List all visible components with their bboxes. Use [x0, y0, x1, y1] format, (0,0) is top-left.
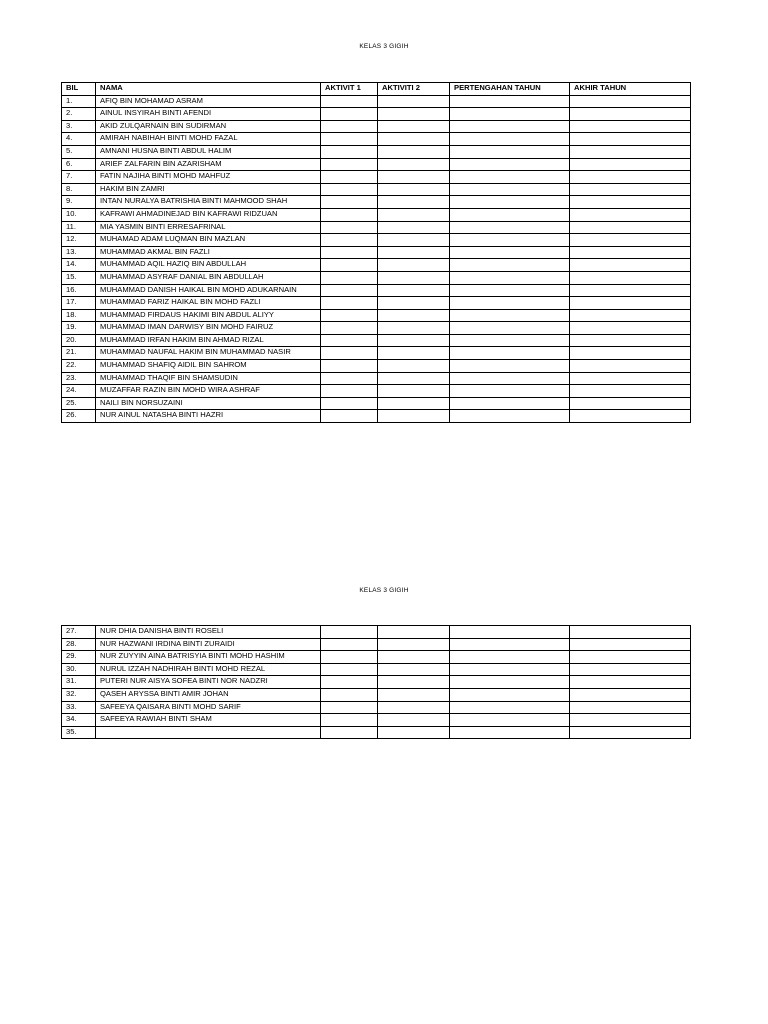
cell-nama: NUR DHIA DANISHA BINTI ROSELI	[96, 626, 321, 639]
cell-nama: MUHAMMAD ASYRAF DANIAL BIN ABDULLAH	[96, 271, 321, 284]
cell-aktiviti-1	[321, 397, 378, 410]
table-row	[62, 259, 691, 272]
cell-aktiviti-1	[321, 246, 378, 259]
cell-pertengahan-tahun	[450, 120, 570, 133]
cell-akhir-tahun	[570, 284, 691, 297]
cell-bil: 12.	[62, 234, 96, 247]
cell-aktiviti-1	[321, 196, 378, 209]
cell-nama: MUHAMMAD AKMAL BIN FAZLI	[96, 246, 321, 259]
cell-nama: AINUL INSYIRAH BINTI AFENDI	[96, 108, 321, 121]
cell-bil: 7.	[62, 171, 96, 184]
cell-bil: 18.	[62, 309, 96, 322]
cell-bil: 2.	[62, 108, 96, 121]
cell-akhir-tahun	[570, 95, 691, 108]
table-row	[62, 638, 691, 651]
table-row	[62, 651, 691, 664]
cell-aktiviti-2	[378, 234, 450, 247]
cell-pertengahan-tahun	[450, 676, 570, 689]
cell-akhir-tahun	[570, 297, 691, 310]
cell-aktiviti-1	[321, 271, 378, 284]
cell-aktiviti-2	[378, 208, 450, 221]
cell-pertengahan-tahun	[450, 133, 570, 146]
roster-body-1	[62, 95, 691, 422]
roster-body-2	[62, 626, 691, 739]
table-row	[62, 663, 691, 676]
header-pertengahan-tahun: PERTENGAHAN TAHUN	[450, 83, 570, 96]
cell-akhir-tahun	[570, 385, 691, 398]
cell-pertengahan-tahun	[450, 259, 570, 272]
cell-bil: 34.	[62, 714, 96, 727]
table-header-row	[62, 83, 691, 96]
header-aktiviti-1: AKTIVIT 1	[321, 83, 378, 96]
table-row	[62, 726, 691, 739]
table-row	[62, 284, 691, 297]
table-row	[62, 309, 691, 322]
cell-pertengahan-tahun	[450, 638, 570, 651]
cell-nama: AMNANI HUSNA BINTI ABDUL HALIM	[96, 145, 321, 158]
cell-nama: SAFEEYA RAWIAH BINTI SHAM	[96, 714, 321, 727]
cell-bil: 23.	[62, 372, 96, 385]
cell-aktiviti-1	[321, 714, 378, 727]
cell-nama: SAFEEYA QAISARA BINTI MOHD SARIF	[96, 701, 321, 714]
cell-nama: MUHAMMAD FARIZ HAIKAL BIN MOHD FAZLI	[96, 297, 321, 310]
cell-nama: MUHAMMAD SHAFIQ AIDIL BIN SAHROM	[96, 360, 321, 373]
cell-nama: MIA YASMIN BINTI ERRESAFRINAL	[96, 221, 321, 234]
cell-aktiviti-2	[378, 133, 450, 146]
cell-pertengahan-tahun	[450, 108, 570, 121]
table-row	[62, 234, 691, 247]
table-row	[62, 171, 691, 184]
class-roster-table-1	[61, 82, 691, 423]
cell-pertengahan-tahun	[450, 701, 570, 714]
cell-aktiviti-1	[321, 309, 378, 322]
cell-aktiviti-1	[321, 410, 378, 423]
cell-aktiviti-1	[321, 120, 378, 133]
cell-pertengahan-tahun	[450, 385, 570, 398]
cell-akhir-tahun	[570, 347, 691, 360]
table-row	[62, 221, 691, 234]
cell-akhir-tahun	[570, 663, 691, 676]
cell-aktiviti-2	[378, 714, 450, 727]
cell-bil: 35.	[62, 726, 96, 739]
cell-nama: NUR ZUYYIN AINA BATRISYIA BINTI MOHD HASHIM	[96, 651, 321, 664]
cell-akhir-tahun	[570, 322, 691, 335]
cell-pertengahan-tahun	[450, 397, 570, 410]
cell-akhir-tahun	[570, 397, 691, 410]
cell-aktiviti-2	[378, 322, 450, 335]
table-row	[62, 133, 691, 146]
cell-aktiviti-1	[321, 347, 378, 360]
cell-aktiviti-1	[321, 234, 378, 247]
cell-akhir-tahun	[570, 208, 691, 221]
cell-aktiviti-1	[321, 651, 378, 664]
cell-pertengahan-tahun	[450, 145, 570, 158]
cell-pertengahan-tahun	[450, 726, 570, 739]
cell-akhir-tahun	[570, 701, 691, 714]
header-aktiviti-2: AKTIVITI 2	[378, 83, 450, 96]
cell-aktiviti-2	[378, 347, 450, 360]
section-2-title: KELAS 3 GIGIH	[359, 587, 409, 594]
cell-akhir-tahun	[570, 145, 691, 158]
cell-bil: 4.	[62, 133, 96, 146]
header-nama: NAMA	[96, 83, 321, 96]
table-row	[62, 714, 691, 727]
cell-aktiviti-2	[378, 651, 450, 664]
table-row	[62, 410, 691, 423]
cell-aktiviti-2	[378, 246, 450, 259]
cell-akhir-tahun	[570, 334, 691, 347]
cell-aktiviti-1	[321, 322, 378, 335]
cell-nama	[96, 726, 321, 739]
cell-nama: AKID ZULQARNAIN BIN SUDIRMAN	[96, 120, 321, 133]
cell-aktiviti-1	[321, 360, 378, 373]
cell-bil: 14.	[62, 259, 96, 272]
cell-pertengahan-tahun	[450, 663, 570, 676]
section-1-title: KELAS 3 GIGIH	[359, 43, 409, 50]
cell-akhir-tahun	[570, 688, 691, 701]
cell-aktiviti-1	[321, 108, 378, 121]
cell-aktiviti-1	[321, 145, 378, 158]
table-row	[62, 397, 691, 410]
cell-nama: MUHAMMAD THAQIF BIN SHAMSUDIN	[96, 372, 321, 385]
cell-pertengahan-tahun	[450, 372, 570, 385]
cell-aktiviti-2	[378, 271, 450, 284]
cell-bil: 30.	[62, 663, 96, 676]
cell-aktiviti-1	[321, 133, 378, 146]
cell-aktiviti-2	[378, 171, 450, 184]
table-row	[62, 372, 691, 385]
cell-nama: INTAN NURALYA BATRISHIA BINTI MAHMOOD SHAH	[96, 196, 321, 209]
table-row	[62, 145, 691, 158]
cell-pertengahan-tahun	[450, 309, 570, 322]
cell-aktiviti-2	[378, 360, 450, 373]
cell-aktiviti-2	[378, 95, 450, 108]
cell-aktiviti-2	[378, 701, 450, 714]
cell-bil: 20.	[62, 334, 96, 347]
cell-bil: 22.	[62, 360, 96, 373]
cell-akhir-tahun	[570, 234, 691, 247]
cell-aktiviti-1	[321, 638, 378, 651]
header-bil: BIL	[62, 83, 96, 96]
cell-aktiviti-2	[378, 676, 450, 689]
cell-aktiviti-2	[378, 145, 450, 158]
table-row	[62, 360, 691, 373]
table-row	[62, 297, 691, 310]
table-row	[62, 688, 691, 701]
cell-bil: 9.	[62, 196, 96, 209]
cell-nama: PUTERI NUR AISYA SOFEA BINTI NOR NADZRI	[96, 676, 321, 689]
cell-aktiviti-1	[321, 726, 378, 739]
cell-pertengahan-tahun	[450, 221, 570, 234]
cell-aktiviti-2	[378, 688, 450, 701]
table-row	[62, 183, 691, 196]
cell-bil: 27.	[62, 626, 96, 639]
cell-nama: QASEH ARYSSA BINTI AMIR JOHAN	[96, 688, 321, 701]
cell-pertengahan-tahun	[450, 714, 570, 727]
table-row	[62, 322, 691, 335]
cell-pertengahan-tahun	[450, 284, 570, 297]
cell-nama: FATIN NAJIHA BINTI MOHD MAHFUZ	[96, 171, 321, 184]
cell-aktiviti-2	[378, 183, 450, 196]
table-row	[62, 95, 691, 108]
cell-akhir-tahun	[570, 221, 691, 234]
cell-bil: 29.	[62, 651, 96, 664]
cell-nama: MUHAMMAD IRFAN HAKIM BIN AHMAD RIZAL	[96, 334, 321, 347]
cell-aktiviti-1	[321, 334, 378, 347]
cell-pertengahan-tahun	[450, 158, 570, 171]
cell-akhir-tahun	[570, 309, 691, 322]
cell-akhir-tahun	[570, 360, 691, 373]
cell-pertengahan-tahun	[450, 208, 570, 221]
cell-pertengahan-tahun	[450, 651, 570, 664]
cell-aktiviti-1	[321, 171, 378, 184]
cell-bil: 13.	[62, 246, 96, 259]
cell-akhir-tahun	[570, 133, 691, 146]
cell-pertengahan-tahun	[450, 171, 570, 184]
class-roster-table-2	[61, 625, 691, 739]
table-row	[62, 208, 691, 221]
cell-aktiviti-2	[378, 372, 450, 385]
cell-nama: KAFRAWI AHMADINEJAD BIN KAFRAWI RIDZUAN	[96, 208, 321, 221]
cell-bil: 1.	[62, 95, 96, 108]
cell-aktiviti-2	[378, 309, 450, 322]
cell-bil: 3.	[62, 120, 96, 133]
cell-pertengahan-tahun	[450, 95, 570, 108]
cell-pertengahan-tahun	[450, 246, 570, 259]
cell-pertengahan-tahun	[450, 688, 570, 701]
cell-pertengahan-tahun	[450, 334, 570, 347]
cell-aktiviti-2	[378, 663, 450, 676]
cell-bil: 25.	[62, 397, 96, 410]
cell-akhir-tahun	[570, 120, 691, 133]
cell-bil: 28.	[62, 638, 96, 651]
cell-aktiviti-2	[378, 385, 450, 398]
cell-bil: 6.	[62, 158, 96, 171]
cell-aktiviti-2	[378, 221, 450, 234]
cell-bil: 5.	[62, 145, 96, 158]
cell-akhir-tahun	[570, 410, 691, 423]
cell-akhir-tahun	[570, 676, 691, 689]
cell-aktiviti-1	[321, 297, 378, 310]
cell-aktiviti-2	[378, 120, 450, 133]
table-row	[62, 347, 691, 360]
cell-aktiviti-1	[321, 372, 378, 385]
cell-aktiviti-1	[321, 183, 378, 196]
cell-nama: NUR AINUL NATASHA BINTI HAZRI	[96, 410, 321, 423]
table-row	[62, 246, 691, 259]
cell-akhir-tahun	[570, 171, 691, 184]
cell-aktiviti-1	[321, 663, 378, 676]
table-row	[62, 676, 691, 689]
cell-nama: NUR HAZWANI IRDINA BINTI ZURAIDI	[96, 638, 321, 651]
cell-pertengahan-tahun	[450, 183, 570, 196]
cell-aktiviti-1	[321, 676, 378, 689]
table-row	[62, 334, 691, 347]
cell-aktiviti-2	[378, 626, 450, 639]
cell-akhir-tahun	[570, 726, 691, 739]
cell-nama: MUZAFFAR RAZIN BIN MOHD WIRA ASHRAF	[96, 385, 321, 398]
table-row	[62, 701, 691, 714]
cell-aktiviti-2	[378, 284, 450, 297]
cell-akhir-tahun	[570, 372, 691, 385]
cell-bil: 21.	[62, 347, 96, 360]
cell-aktiviti-2	[378, 334, 450, 347]
cell-aktiviti-2	[378, 397, 450, 410]
cell-aktiviti-1	[321, 284, 378, 297]
cell-aktiviti-1	[321, 221, 378, 234]
cell-akhir-tahun	[570, 638, 691, 651]
cell-aktiviti-1	[321, 701, 378, 714]
cell-aktiviti-2	[378, 158, 450, 171]
cell-aktiviti-1	[321, 158, 378, 171]
cell-bil: 26.	[62, 410, 96, 423]
cell-akhir-tahun	[570, 259, 691, 272]
cell-aktiviti-2	[378, 726, 450, 739]
table-row	[62, 626, 691, 639]
cell-nama: AFIQ BIN MOHAMAD ASRAM	[96, 95, 321, 108]
cell-akhir-tahun	[570, 271, 691, 284]
cell-bil: 8.	[62, 183, 96, 196]
cell-pertengahan-tahun	[450, 196, 570, 209]
cell-bil: 11.	[62, 221, 96, 234]
cell-bil: 15.	[62, 271, 96, 284]
cell-pertengahan-tahun	[450, 626, 570, 639]
cell-aktiviti-2	[378, 410, 450, 423]
cell-nama: NAILI BIN NORSUZAINI	[96, 397, 321, 410]
cell-nama: AMIRAH NABIHAH BINTI MOHD FAZAL	[96, 133, 321, 146]
table-row	[62, 158, 691, 171]
cell-nama: MUHAMMAD IMAN DARWISY BIN MOHD FAIRUZ	[96, 322, 321, 335]
cell-nama: HAKIM BIN ZAMRI	[96, 183, 321, 196]
cell-bil: 32.	[62, 688, 96, 701]
cell-akhir-tahun	[570, 626, 691, 639]
cell-nama: MUHAMMAD DANISH HAIKAL BIN MOHD ADUKARNAIN	[96, 284, 321, 297]
header-akhir-tahun: AKHIR TAHUN	[570, 83, 691, 96]
cell-aktiviti-2	[378, 196, 450, 209]
cell-pertengahan-tahun	[450, 347, 570, 360]
cell-nama: ARIEF ZALFARIN BIN AZARISHAM	[96, 158, 321, 171]
cell-pertengahan-tahun	[450, 360, 570, 373]
cell-bil: 17.	[62, 297, 96, 310]
table-row	[62, 385, 691, 398]
cell-bil: 24.	[62, 385, 96, 398]
cell-aktiviti-2	[378, 638, 450, 651]
cell-aktiviti-1	[321, 259, 378, 272]
table-row	[62, 108, 691, 121]
cell-aktiviti-2	[378, 297, 450, 310]
cell-aktiviti-2	[378, 108, 450, 121]
cell-pertengahan-tahun	[450, 322, 570, 335]
cell-pertengahan-tahun	[450, 234, 570, 247]
cell-nama: MUHAMMAD FIRDAUS HAKIMI BIN ABDUL ALIYY	[96, 309, 321, 322]
cell-bil: 10.	[62, 208, 96, 221]
cell-aktiviti-1	[321, 626, 378, 639]
cell-akhir-tahun	[570, 714, 691, 727]
table-row	[62, 271, 691, 284]
cell-aktiviti-1	[321, 208, 378, 221]
cell-aktiviti-1	[321, 385, 378, 398]
cell-pertengahan-tahun	[450, 271, 570, 284]
cell-bil: 16.	[62, 284, 96, 297]
cell-bil: 33.	[62, 701, 96, 714]
cell-akhir-tahun	[570, 196, 691, 209]
table-row	[62, 120, 691, 133]
cell-aktiviti-2	[378, 259, 450, 272]
cell-nama: MUHAMAD ADAM LUQMAN BIN MAZLAN	[96, 234, 321, 247]
cell-akhir-tahun	[570, 246, 691, 259]
cell-pertengahan-tahun	[450, 410, 570, 423]
table-row	[62, 196, 691, 209]
cell-nama: NURUL IZZAH NADHIRAH BINTI MOHD REZAL	[96, 663, 321, 676]
cell-akhir-tahun	[570, 158, 691, 171]
cell-bil: 19.	[62, 322, 96, 335]
cell-akhir-tahun	[570, 651, 691, 664]
cell-bil: 31.	[62, 676, 96, 689]
cell-aktiviti-1	[321, 95, 378, 108]
cell-nama: MUHAMMAD AQIL HAZIQ BIN ABDULLAH	[96, 259, 321, 272]
cell-pertengahan-tahun	[450, 297, 570, 310]
cell-aktiviti-1	[321, 688, 378, 701]
cell-akhir-tahun	[570, 183, 691, 196]
cell-nama: MUHAMMAD NAUFAL HAKIM BIN MUHAMMAD NASIR	[96, 347, 321, 360]
cell-akhir-tahun	[570, 108, 691, 121]
